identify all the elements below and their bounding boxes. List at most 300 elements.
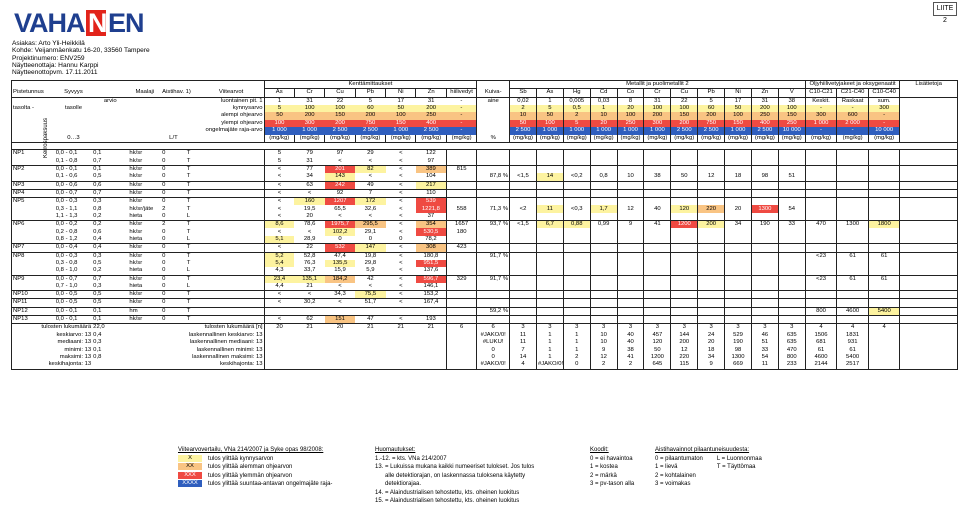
lab-value [510,181,537,189]
stat-hc [446,347,476,354]
table-cell [900,332,957,339]
field-value: < [264,189,294,197]
lab-value: <1,5 [510,173,537,181]
lab-value [617,181,644,189]
ref-value: 1 [264,97,294,105]
field-value: < [368,282,373,289]
sample-soil: hieta [129,212,143,219]
field-value: 7 [355,189,385,197]
field-value: < [399,228,403,235]
stat-field [264,332,294,339]
sample-sensory: 0 [162,228,166,235]
lab-value [590,260,617,267]
lab-value [563,299,590,307]
codes-title: Koodit: [590,447,609,453]
stat-label: tulosten lukumäärä [12,324,93,332]
table-cell [161,81,186,89]
legend-swatch: XX [178,463,202,470]
stat-lab: 10 [590,332,617,339]
lab-value [778,316,805,324]
sensory-line: 2 = kohtalainen [655,472,696,479]
col-header: C21-C40 [837,89,869,97]
field-value [325,307,355,315]
lab-value [837,158,869,166]
table-cell [900,173,957,181]
sensory-line: 3 = voimakas [655,481,691,487]
ref-row-label: kynnysarvo [232,104,263,111]
sample-id: NP5 [12,198,55,206]
field-hc: 558 [446,205,476,212]
field-value: 20 [306,212,313,219]
stat-lab: 1 [536,354,563,361]
lab-value [671,307,698,315]
field-value: 389 [416,165,446,173]
lab-value [868,236,900,244]
lab-value [837,267,869,275]
lab-value [536,150,563,158]
field-value: 530,5 [416,228,446,235]
ref-value: 100 [644,105,671,112]
ref-value: 100 [617,112,644,119]
legend-comparison [178,446,332,489]
table-row [12,120,958,127]
sample-sensory: 0 [161,291,186,299]
field-value: 4,3 [264,267,294,275]
sample-depth: 0,1 - 0,8 [55,157,78,164]
legend-item [178,472,332,481]
sample-thickness: 0,4 [93,235,102,242]
lab-value [698,283,725,291]
unit-label: L/T [161,135,186,143]
field-value: < [386,275,416,283]
ref-row-label: alempi ohjearvo [220,112,263,119]
sample-thickness: 0,5 [93,259,102,266]
ref-value: - [446,97,476,105]
field-value: 29,1 [364,228,377,235]
sample-depth: 0,0 - 0,2 [55,221,92,229]
unit-label: (mg/kg) [563,135,590,143]
sample-sensory: 0 [161,275,186,283]
stat-lab: 51 [751,339,778,346]
lab-value [510,213,537,221]
stat-lab: 3 [751,324,778,332]
lab-value [671,275,698,283]
stat-lab: 1 [563,347,590,354]
stat-label: laskennallinen minimi: 13 [196,346,263,353]
table-cell [900,142,957,149]
legend-swatch: X [178,455,202,462]
lab-value [805,316,837,324]
sample-id [12,158,55,166]
lab-value: 51 [778,173,805,181]
table-cell [900,150,957,158]
ref-value: 250 [751,112,778,119]
lab-value [725,316,752,324]
ref-value [477,105,510,112]
ref-value: 1 000 [264,127,294,134]
ref-value: 0,02 [510,97,537,105]
table-cell [900,135,957,143]
table-row [12,347,958,354]
field-value: 63 [294,181,324,189]
lab-value [617,299,644,307]
table-cell [900,213,957,221]
lab-value [590,228,617,235]
field-value [264,307,294,315]
ref-value: 60 [355,105,385,112]
stat-value: 22,0 [92,324,128,332]
unit-label: (mg/kg) [416,135,446,143]
field-value: 5 [264,158,294,166]
dry-matter [477,260,510,267]
field-hc [446,198,476,206]
table-row [12,205,958,212]
info-line: Projektinumero: ENV259 [12,54,85,62]
lab-value [590,291,617,299]
sample-sensory: 0 [161,252,186,260]
lab-value [563,252,590,260]
stat-lab: 0 [563,361,590,369]
sample-sensory: 2 [162,205,166,212]
unit-label: (mg/kg) [837,135,869,143]
lab-value: 1,7 [590,205,617,212]
lab-value [671,316,698,324]
lab-value: <0,3 [563,205,590,212]
field-hc [446,173,476,181]
lab-value [617,252,644,260]
sample-depth: 0,2 - 0,8 [55,228,78,235]
lab-value [617,189,644,197]
table-cell [900,181,957,189]
sample-thickness: 0,3 [92,252,128,260]
ref-value: 50 [536,112,563,119]
lab-value [778,198,805,206]
table-cell [199,316,264,324]
lab-value [778,213,805,221]
lab-value [837,205,869,212]
legend-item [178,463,332,472]
field-value: < [368,173,373,180]
lab-value [751,198,778,206]
stat-lab: 1 [563,332,590,339]
col-header: Kuiva- [477,89,510,97]
lab-value [698,236,725,244]
ref-label [92,120,128,127]
lab-value: 61 [837,252,869,260]
field-value: < [264,228,294,235]
stat-lab: 2144 [805,361,837,369]
ref-label: arvio [103,97,117,104]
lab-value [671,198,698,206]
stat-lab: 98 [725,347,752,354]
ref-value: 2 500 [325,127,355,134]
ref-value: 1 000 [805,120,837,127]
table-cell [900,205,957,212]
table-cell [55,142,92,149]
ref-label [55,120,92,127]
ref-value: 31 [294,97,324,105]
stat-lab: 41 [617,354,644,361]
lab-value [837,299,869,307]
lab-value [590,307,617,315]
table-cell [199,228,264,235]
lab-value [563,158,590,166]
lab-value [563,236,590,244]
table-row [12,112,958,119]
table-cell [199,299,264,307]
stat-field [325,339,355,346]
sample-lt: T [186,181,199,189]
lab-value [698,165,725,173]
field-value: 75,5 [355,291,385,299]
lab-value [644,291,671,299]
field-value: < [399,282,403,289]
stat-value [92,361,128,369]
stat-lab: 54 [751,354,778,361]
stat-field [325,354,355,361]
col-header: Aistihav. 1) [161,89,186,97]
lab-value [725,283,752,291]
sample-thickness: 0,7 [92,189,128,197]
sample-id: NP8 [12,252,55,260]
stat-lab: 190 [725,339,752,346]
table-cell [325,142,355,149]
table-row [12,260,958,267]
dry-matter [477,316,510,324]
table-row [12,361,958,369]
sample-lt: L [186,212,190,219]
dry-matter [477,198,510,206]
lab-value [837,213,869,221]
stat-lab: 200 [671,339,698,346]
lab-value [698,150,725,158]
stat-lab: 470 [778,347,805,354]
ref-label: tasolle [64,104,82,111]
unit-label: % [477,135,510,143]
ref-value: 31 [751,97,778,105]
sample-thickness: 0,6 [93,228,102,235]
field-value: < [264,198,294,206]
lab-value [698,299,725,307]
ref-value: 5 [536,105,563,112]
lab-value [805,283,837,291]
lab-value: 12 [698,173,725,181]
sample-lt: L [186,282,190,289]
lab-value [536,198,563,206]
lab-value [778,244,805,252]
dry-matter [477,291,510,299]
ref-value: 150 [671,112,698,119]
table-cell [900,198,957,206]
ref-value: Raskaat [837,97,869,105]
lab-value [644,228,671,235]
field-value: 47 [355,316,385,324]
stat-lab: 3 [671,324,698,332]
ref-label [128,127,161,134]
lab-value [617,213,644,221]
lab-value [751,181,778,189]
unit-label: (mg/kg) [355,135,385,143]
lab-value [617,244,644,252]
ref-label [92,105,128,112]
field-value: 146,1 [423,282,439,289]
stat-field [416,347,446,354]
sample-sensory: 0 [162,212,166,219]
ref-label [12,97,55,105]
ref-value: 200 [671,120,698,127]
sample-thickness: 0,3 [93,282,102,289]
lab-value [837,181,869,189]
ref-label [186,97,199,105]
lab-value [563,283,590,291]
lab-value [536,236,563,244]
field-value: < [399,267,403,274]
lab-value [751,236,778,244]
lab-value [536,244,563,252]
lab-value [671,260,698,267]
table-cell [900,361,957,369]
legend-swatch: XXXX [178,480,202,487]
col-header: Cu [325,89,355,97]
sample-sensory: 2 [161,221,186,229]
table-cell [92,81,128,89]
sample-thickness: 0,2 [93,212,102,219]
lab-value [698,267,725,275]
field-value: 167,4 [416,299,446,307]
stat-lab: 61 [805,347,837,354]
lab-value [617,228,644,235]
field-value: 47,4 [325,252,355,260]
lab-value: 41 [644,221,671,229]
lab-value [725,252,752,260]
stat-lab: 14 [510,354,537,361]
ref-value: 100 [536,120,563,127]
ref-value: 150 [386,120,416,127]
lab-value [617,307,644,315]
svg-text:N: N [88,8,108,38]
ref-value: 0,03 [590,97,617,105]
table-cell [199,205,264,212]
lab-value [805,181,837,189]
dry-matter: 87,8 % [477,173,510,181]
field-value: 295,5 [355,221,385,229]
field-hc [446,236,476,244]
ref-value: 2 000 [837,120,869,127]
dry-matter [477,181,510,189]
table-cell [199,221,264,229]
lab-value [644,299,671,307]
field-value: 539 [416,198,446,206]
lab-value [805,158,837,166]
table-cell [805,142,837,149]
field-value: < [399,157,403,164]
table-cell [644,142,671,149]
col-header: As [264,89,294,97]
lab-value [644,283,671,291]
dry-matter [477,213,510,221]
lab-value [671,252,698,260]
table-cell [199,142,264,149]
lab-value: 33 [778,221,805,229]
lab-value [698,181,725,189]
legend-codes [590,446,634,489]
field-value: 217 [416,181,446,189]
sample-soil: hk/sr [129,228,143,235]
stat-lab: 9 [698,361,725,369]
table-cell [900,275,957,283]
lab-value [510,307,537,315]
ref-value: 20 [617,105,644,112]
field-value: 30,2 [294,299,324,307]
sample-lt: L [186,267,190,274]
lab-value [590,198,617,206]
ref-value: 1 [590,105,617,112]
lab-value [725,236,752,244]
unit-label: (mg/kg) [671,135,698,143]
stat-field [386,332,416,339]
table-cell [92,135,128,143]
lab-value [751,252,778,260]
lab-value [671,299,698,307]
field-value: < [399,259,403,266]
lab-value [698,198,725,206]
lab-value [617,275,644,283]
lab-value: 220 [698,205,725,212]
lab-value [644,213,671,221]
field-value: < [399,205,403,212]
ref-value: - [446,105,476,112]
sample-lt: T [186,205,191,212]
stat-field [416,332,446,339]
sample-soil: hm [128,307,161,315]
sample-depth: 0,0 - 0,1 [55,307,92,315]
stat-lab: 1 [563,339,590,346]
sample-depth: 0,1 - 0,6 [55,173,78,180]
lab-value [778,260,805,267]
stat-hc [446,339,476,346]
field-value: 193 [416,316,446,324]
stat-value: 0,8 [93,354,102,360]
lab-value [617,150,644,158]
stat-dry: #JAKO/0! [477,361,510,369]
sample-lt: T [186,307,199,315]
info-line: Kohde: Veijanmäenkatu 16-20, 33560 Tampere [12,47,150,55]
sample-lt: T [186,173,191,180]
ref-value: 100 [778,105,805,112]
lab-value: 470 [805,221,837,229]
stat-dry: #LUKU! [477,339,510,346]
unit-label: (mg/kg) [386,135,416,143]
field-value: 242 [325,181,355,189]
stat-lab: 3 [563,324,590,332]
field-value: < [386,198,416,206]
lab-value [671,189,698,197]
table-row [12,142,958,149]
ref-value: aine [477,97,510,105]
ref-value: 22 [671,97,698,105]
stat-field [355,347,385,354]
sample-depth: 0,0 - 0,6 [55,181,92,189]
field-value: 78,6 [294,221,324,229]
stat-lab: 2 [590,361,617,369]
col-header: hiilivedyt [446,89,476,97]
table-cell [900,165,957,173]
table-cell [186,81,199,89]
ref-value: 1 000 [386,127,416,134]
field-value: 1207 [325,198,355,206]
field-value: 29 [355,150,385,158]
stat-field [386,339,416,346]
